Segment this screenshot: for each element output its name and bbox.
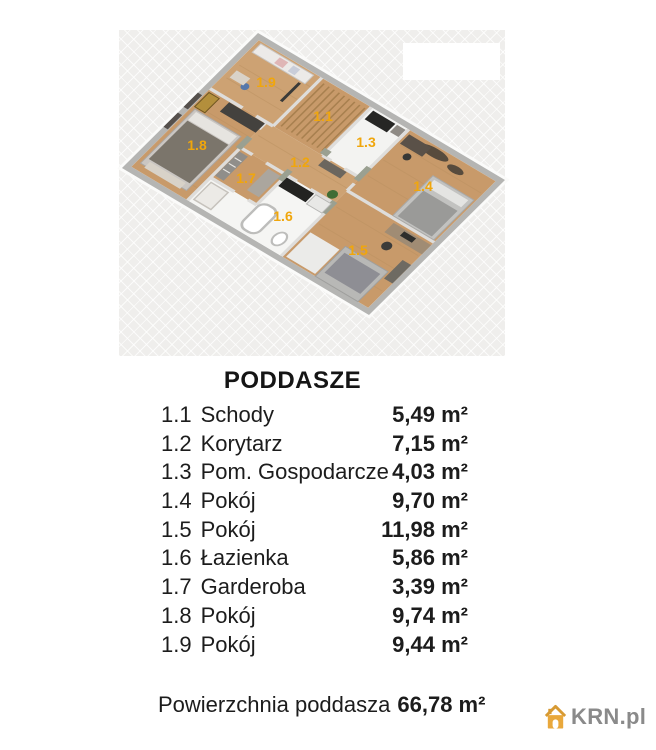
room-label-1-4: 1.4 [413,178,433,194]
room-number: 1.7 [161,574,192,600]
room-name: Pom. Gospodarcze [200,459,389,485]
room-row-1-6 [161,544,468,573]
room-label-1-3: 1.3 [356,134,376,150]
floor-plan [0,0,656,362]
room-name: Schody [200,402,274,427]
room-row-1-1 [161,401,468,430]
room-number: 1.2 [161,430,192,456]
room-label-1-7: 1.7 [236,170,256,186]
room-name: Łazienka [200,545,289,571]
room-label-1-8: 1.8 [187,137,207,153]
room-name: Garderoba [200,574,306,600]
room-label-1-9: 1.9 [256,74,276,90]
room-number: 1.6 [161,545,192,571]
room-number: 1.1 [161,402,192,427]
room-area: 4,03 m² [392,459,468,485]
page-title: PODDASZE [223,367,362,394]
room-area: 9,44 m² [392,631,468,657]
room-name: Pokój [200,516,256,542]
total-area-value: 66,78 m² [397,692,486,717]
krn-watermark [543,703,646,731]
room-label-1-1: 1.1 [313,108,333,124]
room-name: Korytarz [200,430,283,456]
total-area-line [158,692,485,718]
room-area: 9,74 m² [392,602,468,628]
room-row-1-5 [161,516,468,545]
watermark-cover-patch [403,43,500,80]
total-area-label: Powierzchnia poddasza [158,692,391,717]
room-row-1-7 [161,573,468,602]
room-row-1-9 [161,631,468,660]
room-number: 1.9 [161,631,192,657]
room-label-1-2: 1.2 [290,154,310,170]
room-area: 11,98 m² [381,516,468,542]
house-icon [543,703,568,731]
room-label-1-5: 1.5 [348,242,368,258]
room-name: Pokój [200,488,256,514]
room-number: 1.8 [161,602,192,628]
room-list [161,401,468,659]
room-area: 7,15 m² [392,430,468,456]
krn-brand-text: KRN.pl [571,704,647,729]
room-area: 3,39 m² [392,574,468,600]
room-number: 1.4 [161,488,192,514]
room-name: Pokój [200,631,256,657]
room-label-1-6: 1.6 [273,208,293,224]
room-row-1-3 [161,458,468,487]
room-row-1-2 [161,430,468,459]
room-area: 5,49 m² [392,402,468,427]
room-name: Pokój [200,602,256,628]
room-row-1-4 [161,487,468,516]
room-row-1-8 [161,602,468,631]
room-number: 1.5 [161,516,192,542]
room-area: 9,70 m² [392,488,468,514]
room-area: 5,86 m² [392,545,468,571]
room-number: 1.3 [161,459,192,485]
floor-plan-rendering [0,0,656,362]
